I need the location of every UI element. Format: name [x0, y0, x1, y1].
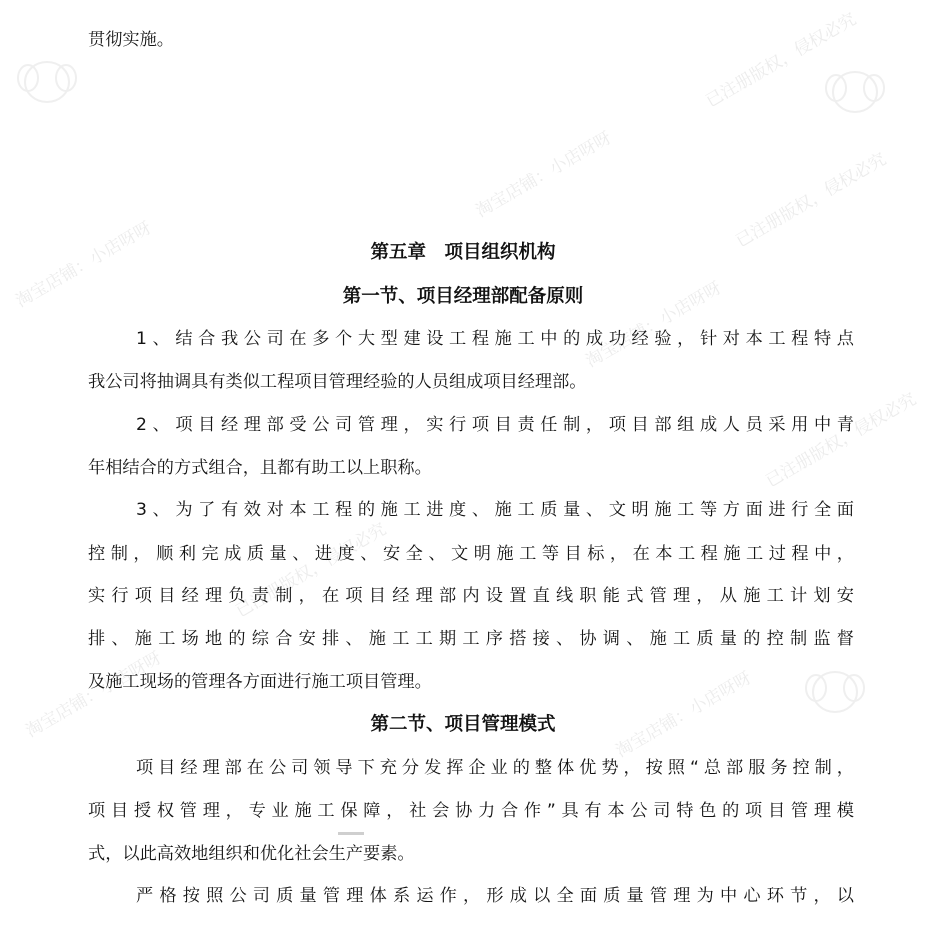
watermark-copyright: 已注册版权，侵权必究: [702, 9, 860, 112]
watermark-shop: 淘宝店铺：小店呀呀: [612, 667, 756, 762]
watermark-shop: 淘宝店铺：小店呀呀: [582, 277, 726, 372]
paragraph-line: 1、结合我公司在多个大型建设工程施工中的成功经验，针对本工程特点: [136, 329, 854, 349]
carryover-line: 贯彻实施。: [88, 30, 174, 50]
paragraph-line: 项目授权管理，专业施工保障，社会协力合作”具有本公司特色的项目管理模: [88, 801, 854, 821]
watermark-shop: 淘宝店铺：小店呀呀: [22, 647, 166, 742]
watermark-shop: 淘宝店铺：小店呀呀: [12, 217, 156, 312]
paragraph-line: 2、项目经理部受公司管理，实行项目责任制，项目部组成人员采用中青: [136, 415, 854, 435]
paragraph-line: 项目经理部在公司领导下充分发挥企业的整体优势，按照“总部服务控制，: [136, 758, 854, 778]
paragraph-line: 排、施工场地的综合安排、施工工期工序搭接、协调、施工质量的控制监督: [88, 629, 854, 649]
scan-artifact: [338, 832, 364, 835]
watermark-copyright: 已注册版权，侵权必究: [732, 149, 890, 252]
chapter-title: 第五章 项目组织机构: [370, 242, 556, 263]
paragraph-line: 实行项目经理负责制，在项目经理部内设置直线职能式管理，从施工计划安: [88, 586, 854, 606]
paragraph-line: 严格按照公司质量管理体系运作，形成以全面质量管理为中心环节，以: [136, 886, 854, 906]
paragraph-line: 3、为了有效对本工程的施工进度、施工质量、文明施工等方面进行全面: [136, 500, 854, 520]
watermark-copyright: 已注册版权，侵权必究: [232, 519, 390, 622]
paragraph-line: 式，以此高效地组织和优化社会生产要素。: [88, 844, 415, 864]
watermark-shop: 淘宝店铺：小店呀呀: [472, 127, 616, 222]
section2-title: 第二节、项目管理模式: [370, 714, 556, 735]
watermark-copyright: 已注册版权，侵权必究: [762, 389, 920, 492]
paragraph-line: 我公司将抽调具有类似工程项目管理经验的人员组成项目经理部。: [88, 372, 587, 392]
section1-title: 第一节、项目经理部配备原则: [342, 286, 584, 307]
paragraph-line: 控制，顺利完成质量、进度、安全、文明施工等目标，在本工程施工过程中，: [88, 544, 854, 564]
paragraph-line: 及施工现场的管理各方面进行施工项目管理。: [88, 672, 432, 692]
paragraph-line: 年相结合的方式组合，且都有助工以上职称。: [88, 458, 432, 478]
